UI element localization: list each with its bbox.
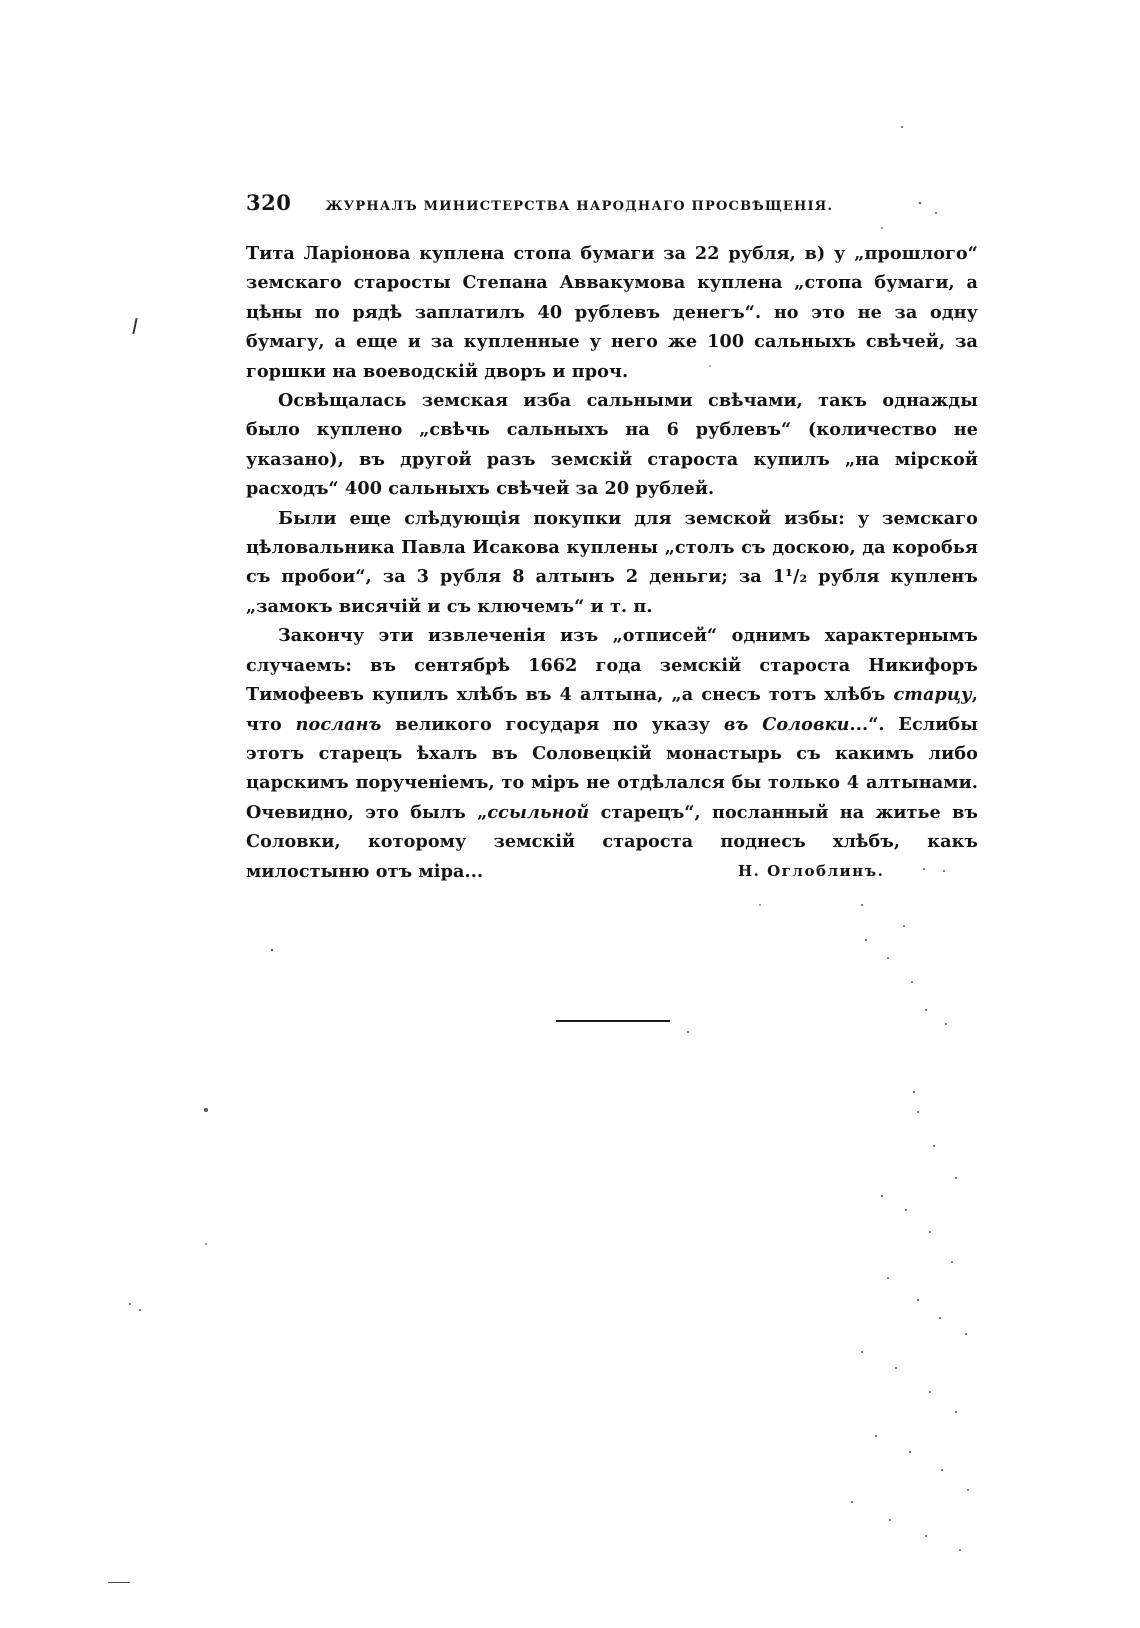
author-signature: Н. Оглоблинъ. bbox=[738, 862, 885, 880]
paragraph-4-emphasis-4: ссыльной bbox=[487, 801, 590, 823]
paragraph-4-emphasis-2: посланъ bbox=[295, 713, 382, 735]
end-rule bbox=[556, 1020, 670, 1022]
running-head bbox=[246, 190, 966, 218]
paragraph-4-part-4: ...“. Еслибы этотъ старецъ ѣхалъ въ Соловецкій монастырь съ какимъ либо царскимъ порученіемъ, то міръ не отдѣлался бы только 4 алтынами. Очевидно, это былъ „ bbox=[246, 713, 978, 823]
page-number: 320 bbox=[246, 190, 292, 215]
paragraph-3: Были еще слѣдующія покупки для земской избы: у земскаго цѣловальника Павла Исакова куплены „столъ съ доскою, да коробья съ пробои“, за 3 рубля 8 алтынъ 2 деньги; за 1¹/₂ рубля купленъ „замокъ висячій и съ ключемъ“ и т. п. bbox=[246, 507, 978, 617]
paragraph-1: Тита Ларіонова куплена стопа бумаги за 22 рубля, в) у „прошлого“ земскаго старосты Степана Аввакумова куплена „стопа бумаги, а цѣны по рядѣ заплатилъ 40 рублевъ денегъ“. но это не за одну бумагу, а еще и за купленные у него же 100 сальныхъ свѣчей, за горшки на воеводскій дворъ и проч. bbox=[246, 243, 978, 382]
paragraph-4-part-3: великого государя по указу bbox=[381, 713, 724, 735]
bottom-mark bbox=[108, 1582, 130, 1583]
article-body bbox=[246, 239, 978, 886]
journal-title: ЖУРНАЛЪ МИНИСТЕРСТВА НАРОДНАГО ПРОСВѢЩЕНІЯ. bbox=[325, 199, 834, 214]
paragraph-4-emphasis-1: старцу bbox=[893, 684, 972, 706]
margin-mark bbox=[132, 318, 137, 334]
paragraph-4-emphasis-3: въ Соловки bbox=[723, 713, 850, 735]
paragraph-2: Освѣщалась земская изба сальными свѣчами, такъ однажды было куплено „свѣчь сальныхъ на 6 рублевъ“ (количество не указано), въ другой разъ земскій староста купилъ „на мірской расходъ“ 400 сальныхъ свѣчей за 20 рублей. bbox=[246, 390, 978, 500]
paragraph-4 bbox=[246, 621, 978, 886]
paragraph-4-part-2: , что bbox=[246, 684, 978, 735]
paragraph-4-part-1: Закончу эти извлеченія изъ „отписей“ однимъ характернымъ случаемъ: въ сентябрѣ 1662 года земскій староста Никифоръ Тимофеевъ купилъ хлѣбъ въ 4 алтына, „а снесъ тотъ хлѣбъ bbox=[246, 625, 978, 706]
paragraph-4-part-5: старецъ“, посланный на житье въ Соловки, которому земскій староста поднесъ хлѣбъ, какъ милостыню отъ міра... bbox=[246, 801, 978, 882]
